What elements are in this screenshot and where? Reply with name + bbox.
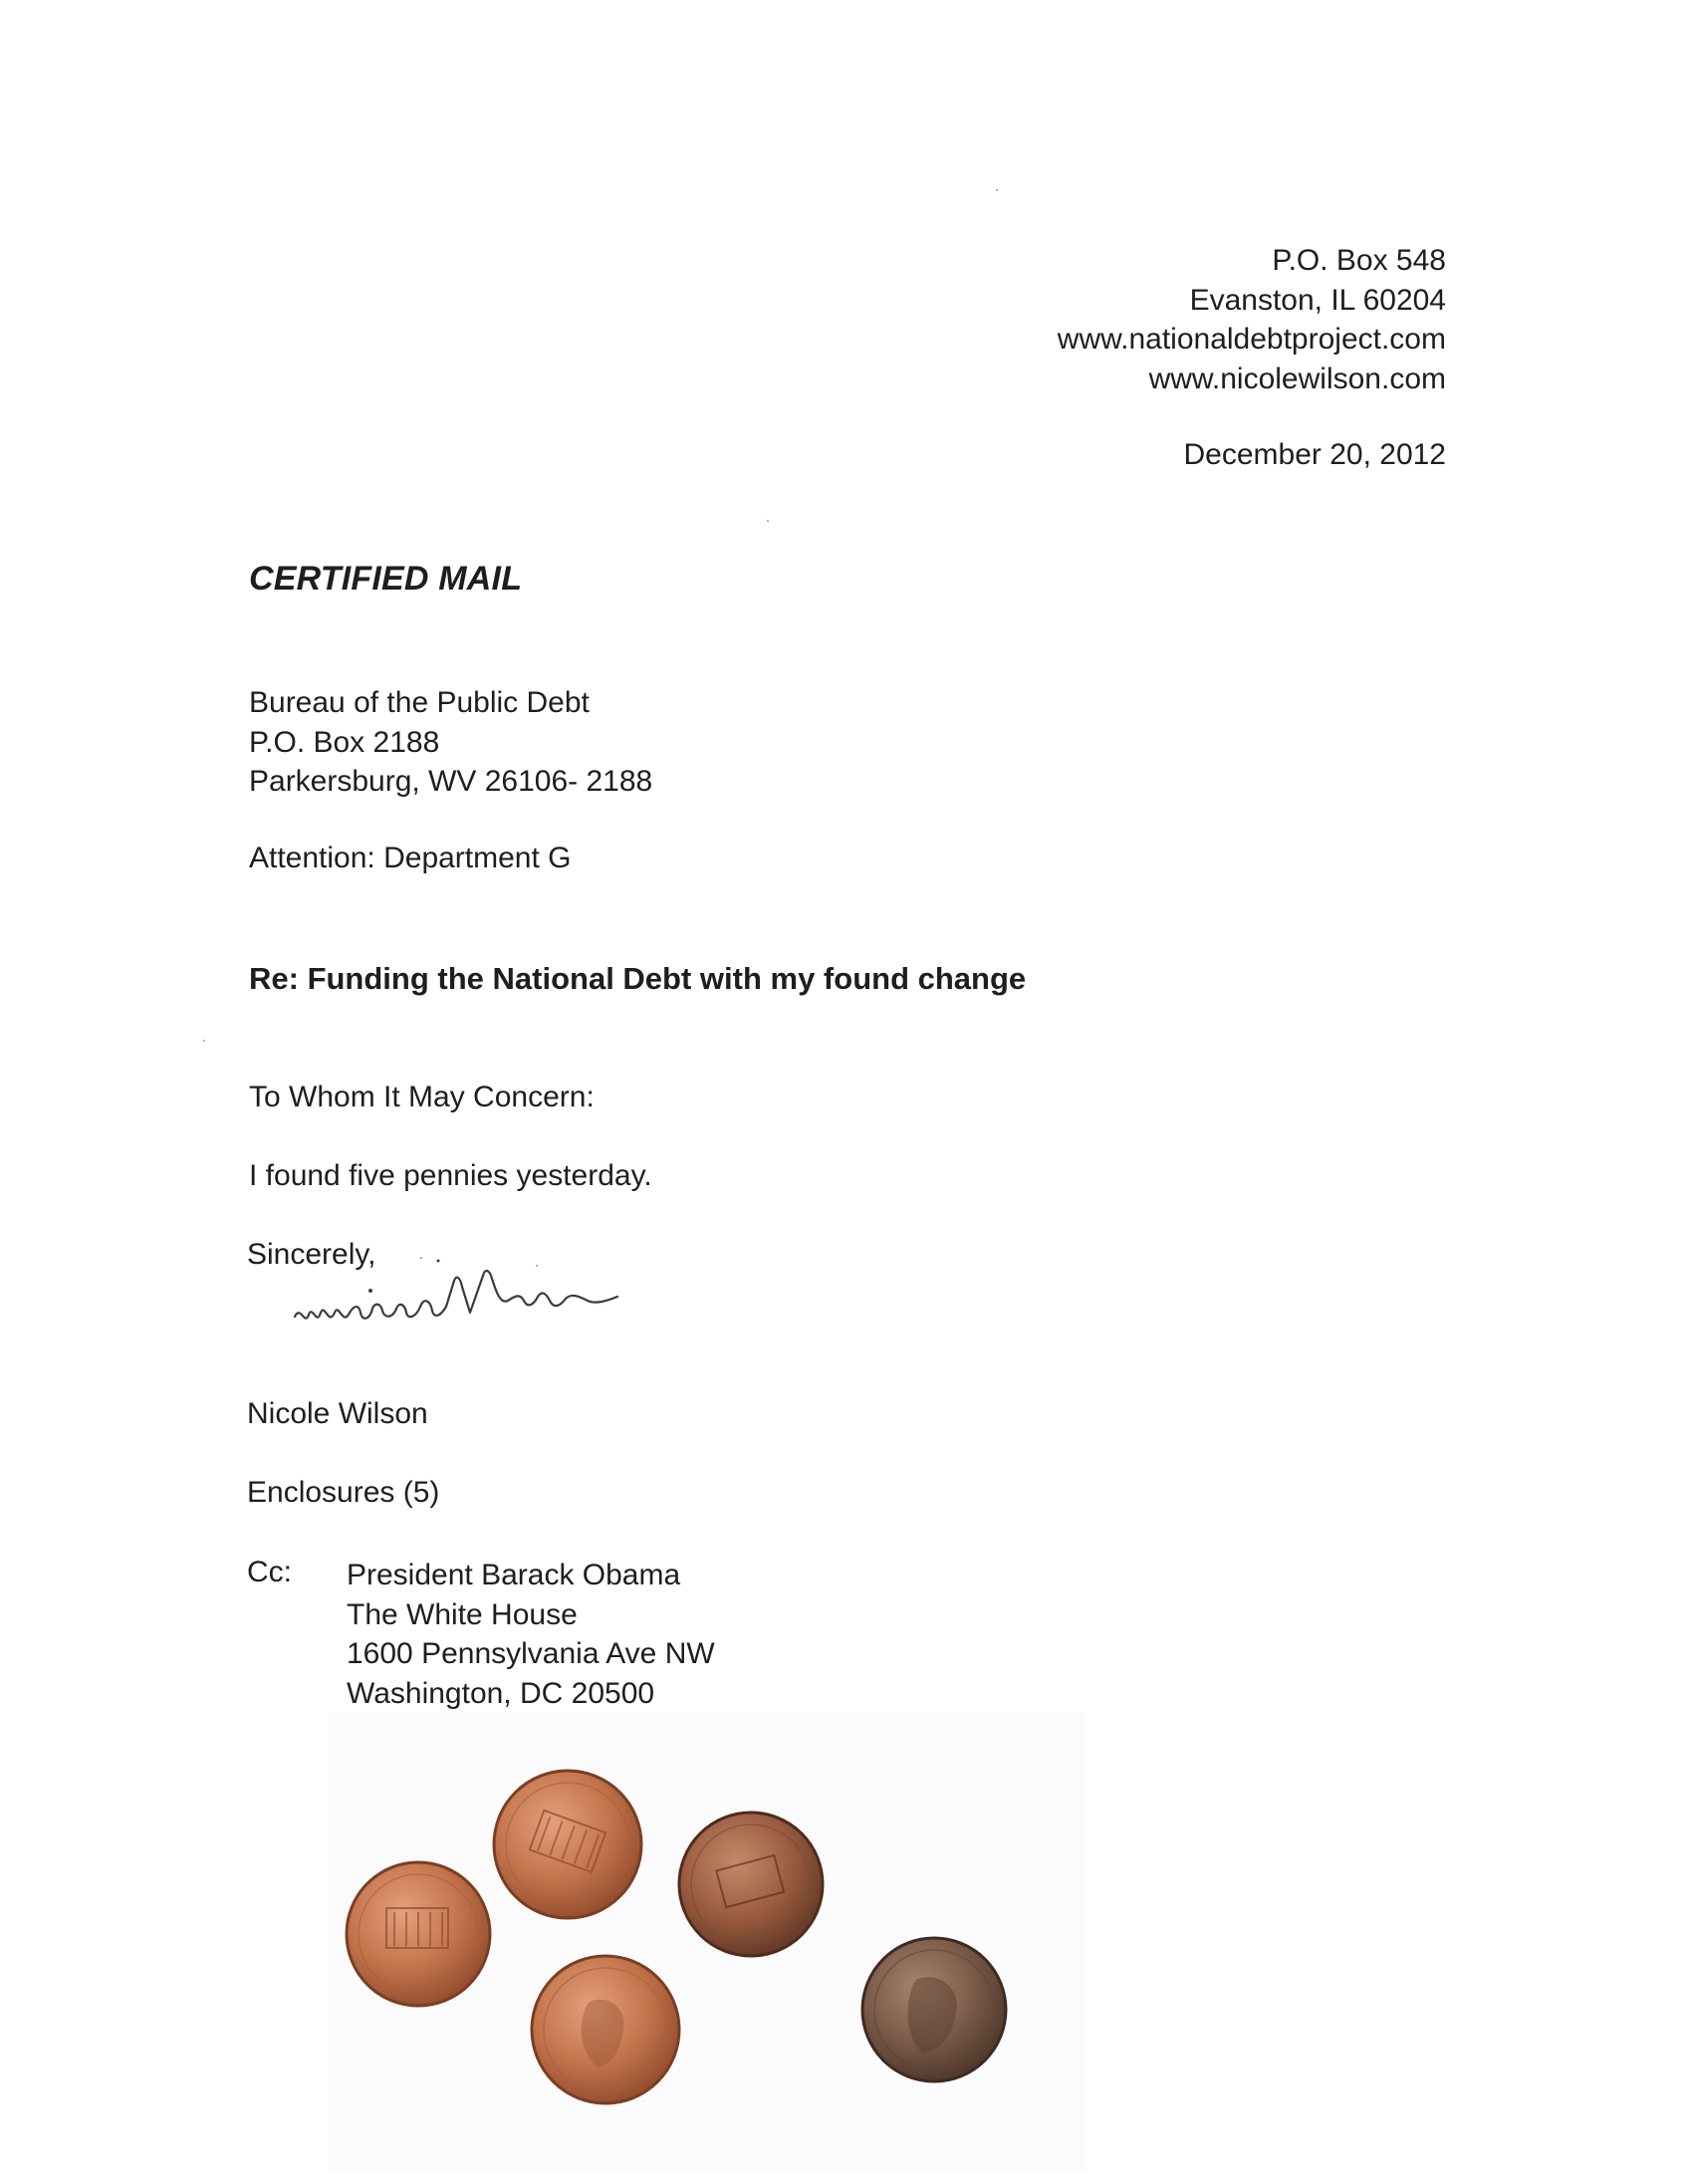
cc-address — [347, 1556, 715, 1713]
recipient-name: Bureau of the Public Debt — [249, 686, 590, 719]
closing: Sincerely, — [247, 1238, 376, 1271]
scan-speck — [996, 189, 998, 191]
handwritten-signature — [289, 1257, 647, 1366]
recipient-city: Parkersburg, WV 26106- 2188 — [249, 765, 653, 798]
enclosures-note: Enclosures (5) — [247, 1476, 440, 1509]
penny-1 — [347, 1862, 490, 2006]
sender-website-2: www.nicolewilson.com — [1148, 362, 1446, 395]
scan-speck — [767, 520, 769, 522]
sender-city: Evanston, IL 60204 — [1189, 283, 1446, 317]
scan-speck — [420, 1257, 422, 1259]
cc-name: President Barack Obama — [347, 1559, 681, 1591]
cc-street: 1600 Pennsylvania Ave NW — [347, 1637, 715, 1670]
certified-mail-heading: CERTIFIED MAIL — [249, 560, 523, 598]
recipient-po-box: P.O. Box 2188 — [249, 725, 440, 759]
cc-city: Washington, DC 20500 — [347, 1676, 655, 1710]
subject-line: Re: Funding the National Debt with my found change — [249, 961, 1027, 996]
enclosed-pennies — [329, 1713, 1086, 2171]
letter-body: I found five pennies yesterday. — [249, 1159, 652, 1192]
salutation: To Whom It May Concern: — [249, 1081, 595, 1113]
letter-date: December 20, 2012 — [1183, 438, 1446, 471]
signer-name: Nicole Wilson — [247, 1397, 428, 1430]
scan-speck — [536, 1265, 538, 1267]
sender-address — [1058, 241, 1446, 398]
penny-3 — [679, 1813, 823, 1956]
scan-speck — [203, 1040, 205, 1042]
penny-4 — [532, 1956, 679, 2103]
cc-label: Cc: — [247, 1556, 292, 1588]
attention-line: Attention: Department G — [249, 842, 572, 874]
penny-2 — [494, 1771, 641, 1918]
sender-po-box: P.O. Box 548 — [1272, 244, 1446, 277]
sender-website-1: www.nationaldebtproject.com — [1057, 323, 1446, 356]
penny-5 — [862, 1938, 1006, 2081]
cc-organization: The White House — [347, 1597, 578, 1631]
recipient-address — [249, 683, 652, 802]
